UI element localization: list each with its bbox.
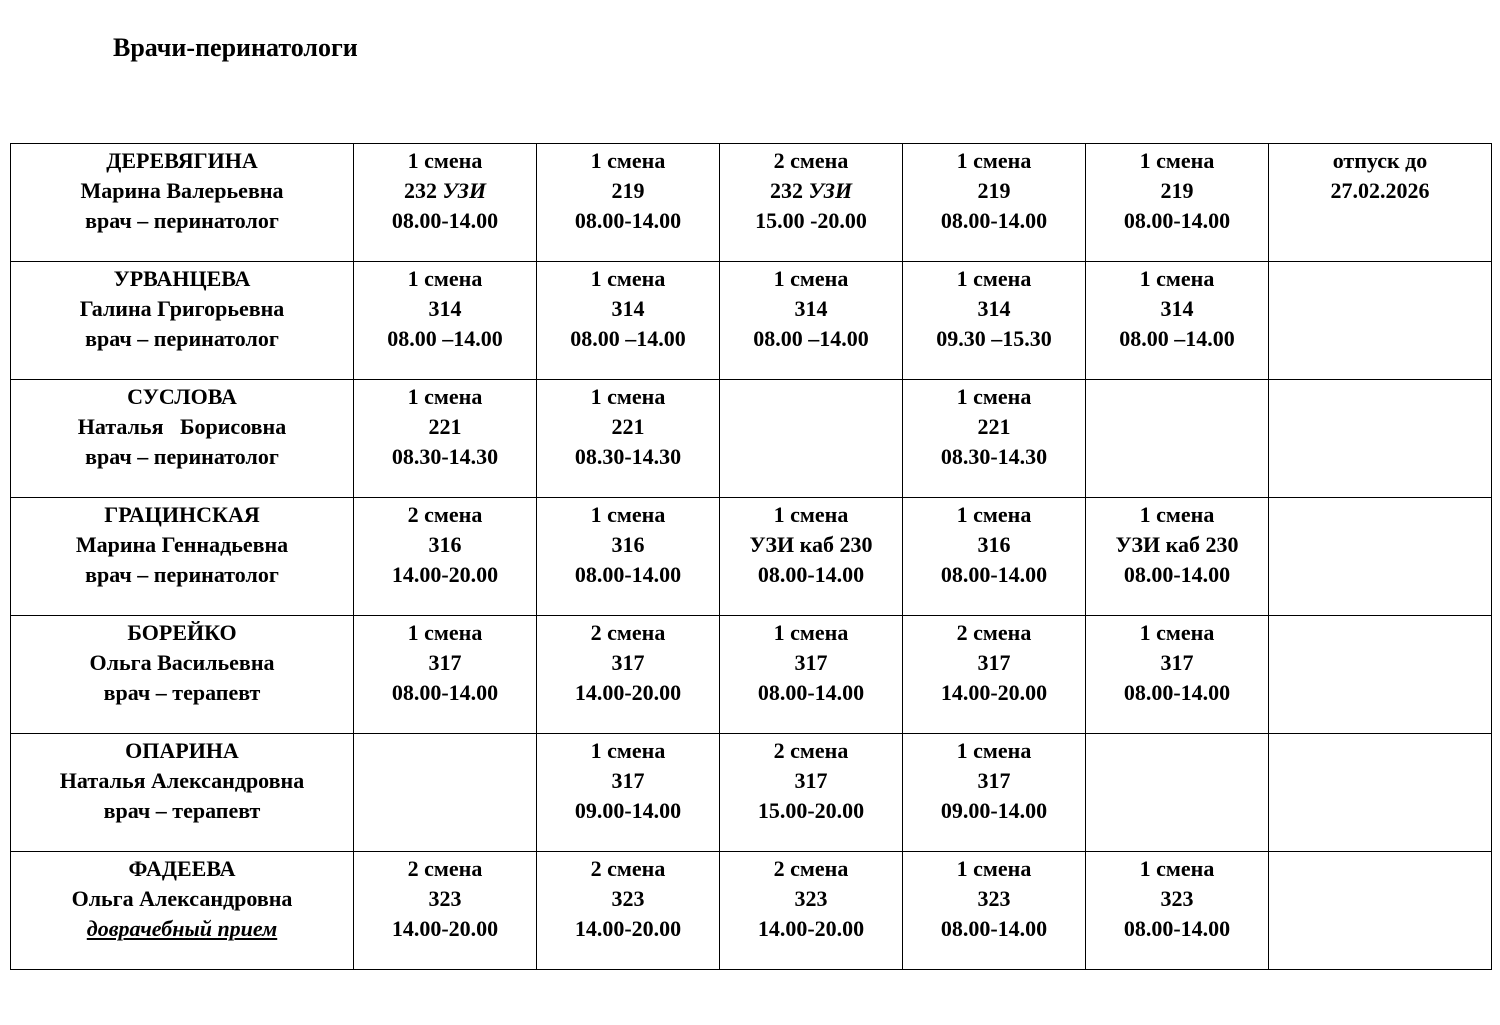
shift-time: 08.00-14.00 bbox=[940, 562, 1048, 587]
table-row bbox=[11, 616, 1492, 734]
shift-label: 2 смена bbox=[407, 856, 483, 881]
doctor-cell bbox=[11, 852, 354, 970]
shift-cell bbox=[720, 852, 903, 970]
shift-cell bbox=[1086, 616, 1269, 734]
shift-cell bbox=[354, 262, 537, 380]
shift-cell bbox=[1086, 262, 1269, 380]
room-number: 316 bbox=[611, 532, 645, 557]
room-line bbox=[356, 176, 534, 206]
room-number: 316 bbox=[428, 532, 462, 557]
doctor-name: Марина Валерьевна bbox=[80, 178, 284, 203]
shift-label: 1 смена bbox=[956, 738, 1032, 763]
doctor-name: Наталья Александровна bbox=[59, 768, 305, 793]
shift-cell bbox=[720, 498, 903, 616]
shift-label: 1 смена bbox=[773, 266, 849, 291]
shift-time: 08.30-14.30 bbox=[391, 444, 499, 469]
shift-time: 08.00 –14.00 bbox=[753, 326, 869, 351]
page-title: Врачи-перинатологи bbox=[113, 33, 358, 62]
shift-cell bbox=[537, 734, 720, 852]
room-number: 314 bbox=[1160, 296, 1194, 321]
room-number: УЗИ каб 230 bbox=[1115, 532, 1239, 557]
shift-cell bbox=[720, 616, 903, 734]
room-number: 323 bbox=[428, 886, 462, 911]
shift-time: 08.30-14.30 bbox=[940, 444, 1048, 469]
room-number: 317 bbox=[794, 768, 828, 793]
shift-label: 1 смена bbox=[1139, 856, 1215, 881]
shift-time: 08.00-14.00 bbox=[940, 916, 1048, 941]
table-row bbox=[11, 734, 1492, 852]
shift-cell bbox=[720, 262, 903, 380]
doctor-role: врач – перинатолог bbox=[85, 562, 279, 587]
doctor-role: врач – перинатолог bbox=[85, 208, 279, 233]
shift-cell bbox=[1086, 498, 1269, 616]
doctor-name: Ольга Васильевна bbox=[89, 650, 275, 675]
room-number: 316 bbox=[977, 532, 1011, 557]
shift-label: 1 смена bbox=[590, 148, 666, 173]
shift-cell bbox=[903, 616, 1086, 734]
shift-label: 2 смена bbox=[590, 620, 666, 645]
room-number: 323 bbox=[611, 886, 645, 911]
room-number: 317 bbox=[1160, 650, 1194, 675]
doctor-cell bbox=[11, 380, 354, 498]
shift-time: 14.00-20.00 bbox=[391, 562, 499, 587]
room-number: 317 bbox=[611, 768, 645, 793]
doctor-surname: ОПАРИНА bbox=[125, 738, 239, 763]
room-number: 323 bbox=[1160, 886, 1194, 911]
shift-label: 1 смена bbox=[956, 384, 1032, 409]
shift-label: 1 смена bbox=[407, 148, 483, 173]
shift-cell bbox=[354, 616, 537, 734]
doctor-role: врач – перинатолог bbox=[85, 444, 279, 469]
shift-time: 08.00 –14.00 bbox=[387, 326, 503, 351]
shift-time: 08.00-14.00 bbox=[1123, 916, 1231, 941]
room-number: 232 bbox=[403, 178, 437, 203]
shift-label: 1 смена bbox=[956, 502, 1032, 527]
room-number: 221 bbox=[428, 414, 462, 439]
room-number: 317 bbox=[977, 768, 1011, 793]
doctor-surname: ГРАЦИНСКАЯ bbox=[104, 502, 260, 527]
shift-cell bbox=[1086, 734, 1269, 852]
table-row bbox=[11, 144, 1492, 262]
shift-time: 08.00-14.00 bbox=[757, 562, 865, 587]
room-number: УЗИ каб 230 bbox=[749, 532, 873, 557]
shift-label: 1 смена bbox=[956, 266, 1032, 291]
room-number: 317 bbox=[611, 650, 645, 675]
doctor-name: Ольга Александровна bbox=[71, 886, 293, 911]
note-cell bbox=[1269, 380, 1492, 498]
shift-label: 1 смена bbox=[1139, 620, 1215, 645]
room-number: 317 bbox=[428, 650, 462, 675]
shift-cell bbox=[537, 262, 720, 380]
doctor-surname: ДЕРЕВЯГИНА bbox=[106, 148, 258, 173]
doctor-role: врач – терапевт bbox=[103, 680, 261, 705]
doctor-cell bbox=[11, 498, 354, 616]
note-cell bbox=[1269, 498, 1492, 616]
shift-time: 08.00 –14.00 bbox=[570, 326, 686, 351]
shift-label: 1 смена bbox=[773, 502, 849, 527]
shift-time: 14.00-20.00 bbox=[574, 680, 682, 705]
doctor-cell bbox=[11, 262, 354, 380]
note-cell bbox=[1269, 144, 1492, 262]
shift-label: 2 смена bbox=[773, 738, 849, 763]
room-number: 232 bbox=[769, 178, 803, 203]
table-row bbox=[11, 380, 1492, 498]
room-line bbox=[722, 176, 900, 206]
shift-time: 08.00-14.00 bbox=[391, 208, 499, 233]
shift-time: 08.00-14.00 bbox=[940, 208, 1048, 233]
shift-label: 1 смена bbox=[407, 620, 483, 645]
room-number: 317 bbox=[794, 650, 828, 675]
shift-time: 08.00-14.00 bbox=[391, 680, 499, 705]
doctor-name: Марина Геннадьевна bbox=[75, 532, 289, 557]
doctor-role: врач – перинатолог bbox=[85, 326, 279, 351]
shift-label: 1 смена bbox=[956, 148, 1032, 173]
vacation-date: 27.02.2026 bbox=[1330, 178, 1430, 203]
shift-label: 2 смена bbox=[773, 856, 849, 881]
shift-cell bbox=[1086, 852, 1269, 970]
shift-time: 14.00-20.00 bbox=[574, 916, 682, 941]
table-row bbox=[11, 852, 1492, 970]
shift-time: 09.00-14.00 bbox=[940, 798, 1048, 823]
shift-label: 2 смена bbox=[773, 148, 849, 173]
doctor-cell bbox=[11, 734, 354, 852]
shift-time: 09.30 –15.30 bbox=[936, 326, 1052, 351]
note-cell bbox=[1269, 734, 1492, 852]
shift-label: 1 смена bbox=[590, 502, 666, 527]
room-number: 219 bbox=[977, 178, 1011, 203]
shift-time: 15.00 -20.00 bbox=[755, 208, 867, 233]
room-number: 314 bbox=[977, 296, 1011, 321]
pre-doctor-reception: доврачебный прием bbox=[86, 916, 278, 941]
doctor-cell bbox=[11, 616, 354, 734]
table-row bbox=[11, 262, 1492, 380]
room-note: УЗИ bbox=[808, 178, 853, 203]
shift-cell bbox=[354, 144, 537, 262]
shift-cell bbox=[354, 734, 537, 852]
room-number: 221 bbox=[977, 414, 1011, 439]
shift-label: 1 смена bbox=[590, 266, 666, 291]
room-number: 219 bbox=[1160, 178, 1194, 203]
shift-cell bbox=[720, 144, 903, 262]
shift-cell bbox=[537, 498, 720, 616]
room-number: 219 bbox=[611, 178, 645, 203]
doctor-surname: СУСЛОВА bbox=[127, 384, 237, 409]
shift-cell bbox=[903, 262, 1086, 380]
note-cell bbox=[1269, 616, 1492, 734]
shift-label: 1 смена bbox=[1139, 502, 1215, 527]
shift-cell bbox=[354, 852, 537, 970]
doctor-name: Наталья Борисовна bbox=[77, 414, 287, 439]
shift-cell bbox=[537, 852, 720, 970]
shift-cell bbox=[1086, 144, 1269, 262]
shift-cell bbox=[903, 734, 1086, 852]
room-number: 314 bbox=[794, 296, 828, 321]
room-number: 323 bbox=[794, 886, 828, 911]
shift-label: 1 смена bbox=[1139, 266, 1215, 291]
doctor-cell bbox=[11, 144, 354, 262]
shift-label: 1 смена bbox=[590, 384, 666, 409]
shift-label: 1 смена bbox=[773, 620, 849, 645]
shift-cell bbox=[903, 852, 1086, 970]
shift-label: 1 смена bbox=[407, 266, 483, 291]
shift-time: 08.00-14.00 bbox=[1123, 680, 1231, 705]
shift-cell bbox=[537, 380, 720, 498]
shift-time: 14.00-20.00 bbox=[940, 680, 1048, 705]
shift-label: 1 смена bbox=[407, 384, 483, 409]
shift-time: 15.00-20.00 bbox=[757, 798, 865, 823]
schedule-table bbox=[10, 143, 1492, 970]
room-number: 314 bbox=[428, 296, 462, 321]
doctor-surname: УРВАНЦЕВА bbox=[113, 266, 251, 291]
table-row bbox=[11, 498, 1492, 616]
shift-cell bbox=[354, 498, 537, 616]
shift-time: 08.00-14.00 bbox=[757, 680, 865, 705]
shift-cell bbox=[720, 734, 903, 852]
shift-cell bbox=[903, 498, 1086, 616]
shift-cell bbox=[903, 144, 1086, 262]
shift-time: 08.00 –14.00 bbox=[1119, 326, 1235, 351]
note-cell bbox=[1269, 262, 1492, 380]
room-number: 221 bbox=[611, 414, 645, 439]
shift-cell bbox=[537, 616, 720, 734]
shift-label: 2 смена bbox=[590, 856, 666, 881]
shift-time: 08.00-14.00 bbox=[1123, 208, 1231, 233]
shift-cell bbox=[354, 380, 537, 498]
room-number: 323 bbox=[977, 886, 1011, 911]
shift-time: 08.00-14.00 bbox=[1123, 562, 1231, 587]
doctor-role: врач – терапевт bbox=[103, 798, 261, 823]
doctor-name: Галина Григорьевна bbox=[79, 296, 285, 321]
shift-label: 1 смена bbox=[956, 856, 1032, 881]
note-cell bbox=[1269, 852, 1492, 970]
shift-label: 1 смена bbox=[590, 738, 666, 763]
shift-time: 14.00-20.00 bbox=[391, 916, 499, 941]
shift-time: 09.00-14.00 bbox=[574, 798, 682, 823]
shift-time: 14.00-20.00 bbox=[757, 916, 865, 941]
shift-cell bbox=[903, 380, 1086, 498]
shift-label: 1 смена bbox=[1139, 148, 1215, 173]
vacation-note: отпуск до bbox=[1332, 148, 1428, 173]
doctor-role-special bbox=[13, 914, 351, 944]
room-number: 314 bbox=[611, 296, 645, 321]
shift-time: 08.00-14.00 bbox=[574, 562, 682, 587]
shift-cell bbox=[720, 380, 903, 498]
doctor-surname: ФАДЕЕВА bbox=[128, 856, 236, 881]
room-number: 317 bbox=[977, 650, 1011, 675]
shift-time: 08.00-14.00 bbox=[574, 208, 682, 233]
room-note: УЗИ bbox=[442, 178, 487, 203]
shift-label: 2 смена bbox=[407, 502, 483, 527]
shift-label: 2 смена bbox=[956, 620, 1032, 645]
shift-cell bbox=[1086, 380, 1269, 498]
shift-cell bbox=[537, 144, 720, 262]
shift-time: 08.30-14.30 bbox=[574, 444, 682, 469]
doctor-surname: БОРЕЙКО bbox=[127, 620, 237, 645]
